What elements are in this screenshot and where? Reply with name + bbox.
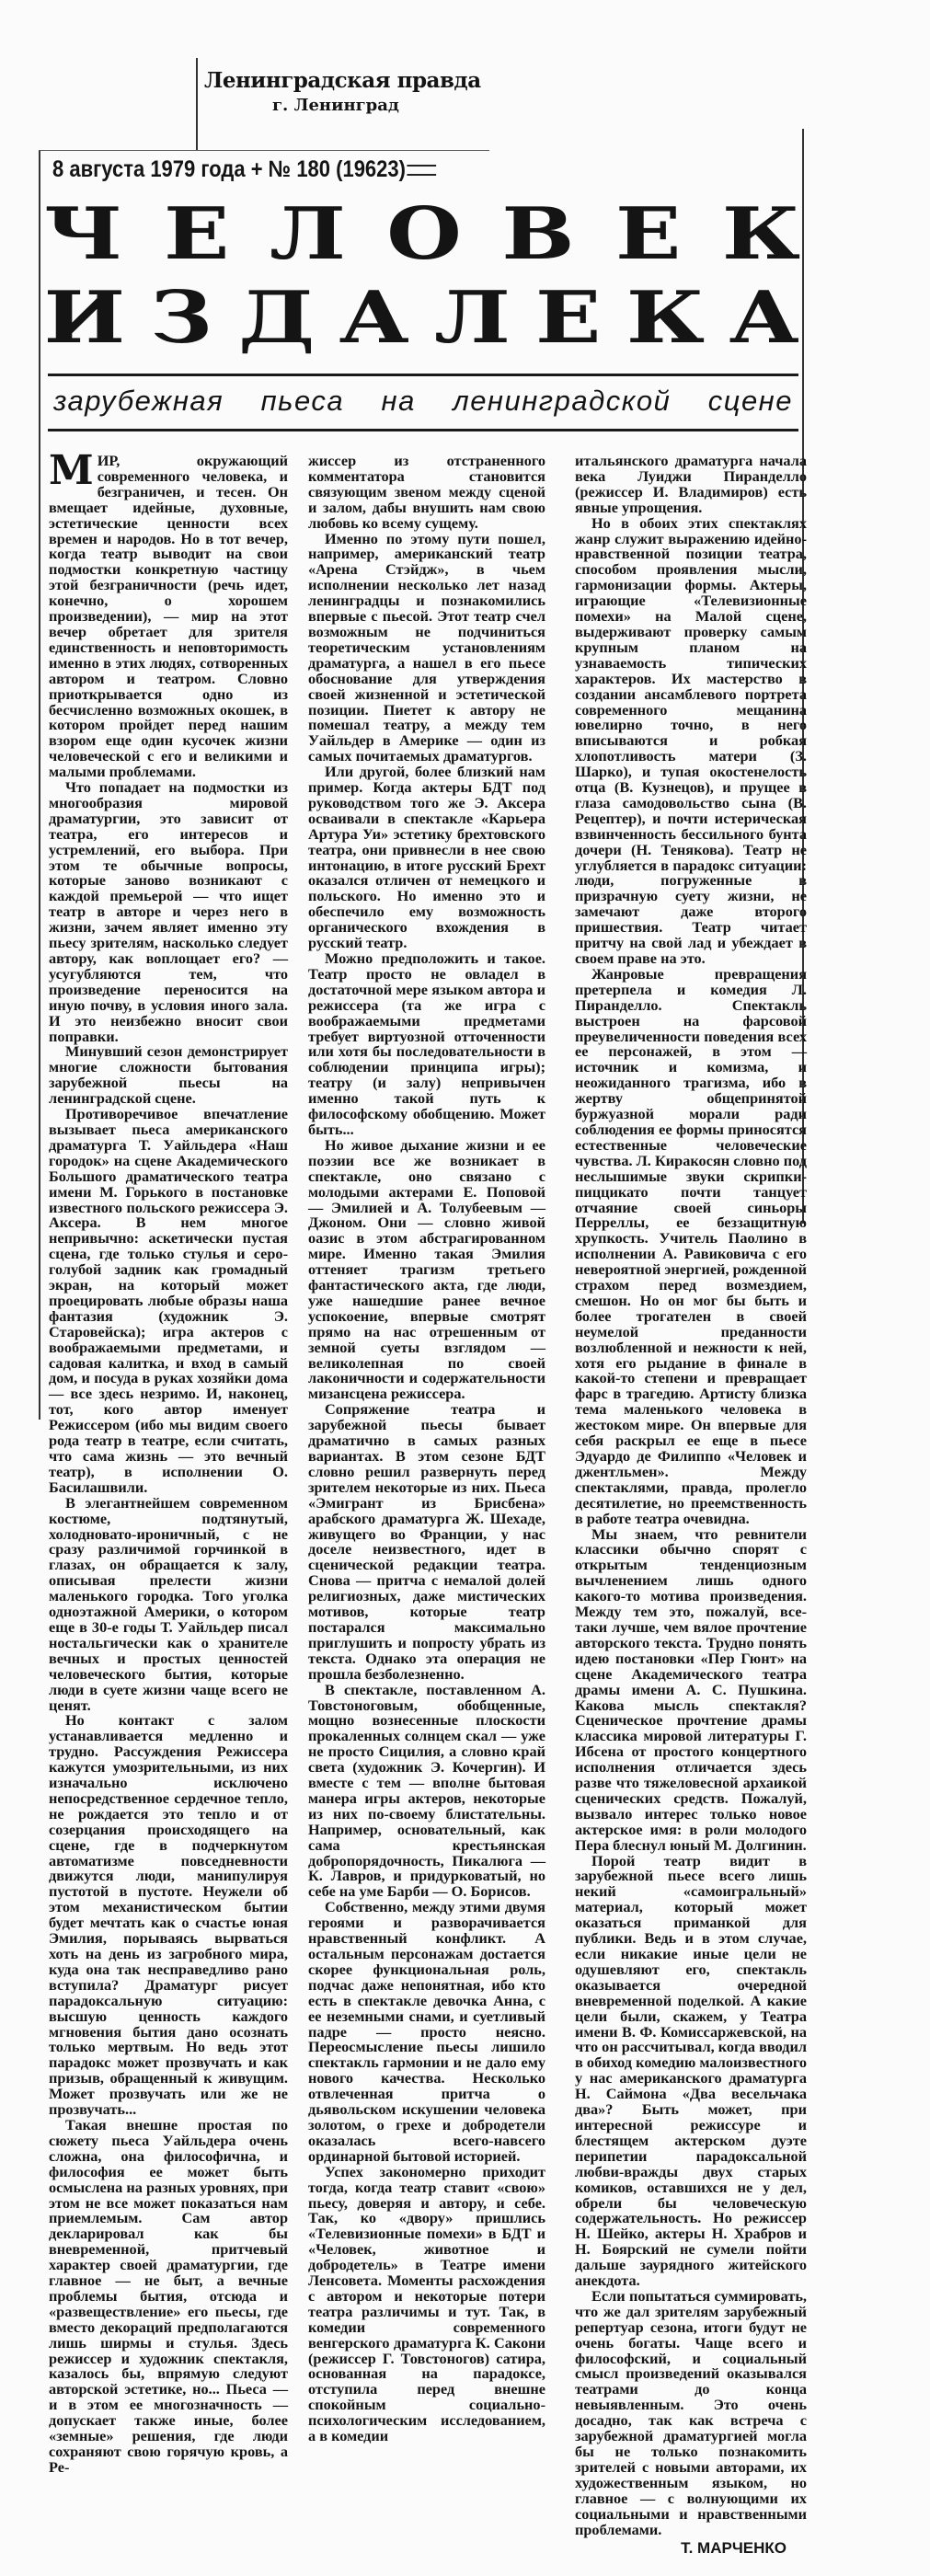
article-paragraph: итальянского драматурга начала века Луиджи Пиранделло (режиссер И. Владимиров) есть явные упрощения. (575, 452, 807, 516)
article-paragraph: Успех закономерно приходит тогда, когда театр ставит «свою» пьесу, доверяя и автору, и себе. Так, ко «двору» пришлись «Телевизионные помехи» в БДТ и «Человек, животное и добродетель» в Театре имени Ленсовета. Моменты расхождения с автором и некоторые потери театра различимы и тут. Так, в комедии современного венгерского драматурга К. Сакони (режиссер Г. Товстоногов) сатира, основанная на парадоксе, отступила перед внешне спокойным социально-психологическим исследованием, а в комедии (308, 2162, 545, 2445)
article-paragraph: Можно предположить и такое. Театр просто не овладел в достаточной мере языком автора и режиссера (та же игра с воображаемыми предметами требует виртуозной отточенности или хотя бы последовательности в соблюдении принципа игры); театру (и залу) непривычен именно такой путь к философскому обобщению. Может быть... (308, 949, 545, 1138)
article-paragraph: Мы знаем, что ревнители классики обычно спорят с открытым тенденциозным вычленением лишь одного какого-то мотива произведения. Между тем это, пожалуй, все-таки лучше, чем вялое прочтение авторского текста. Трудно понять идею постановки «Пер Гюнт» на сцене Академического театра драмы имени А. С. Пушкина. Какова мысль спектакля? Сценическое прочтение драмы классика мировой литературы Г. Ибсена от простого концертного исполнения отличается здесь разве что тяжеловесной архаикой сценических средств. Пожалуй, вызвало интерес только новое актерское имя: в роли молодого Пера блеснул юный М. Долгинин. (575, 1524, 807, 1854)
article-paragraph: Но контакт с залом устанавливается медленно и трудно. Рассуждения Режиссера кажутся умозрительными, из них изначально исключено непосредственное сердечное тепло, не рождается это тепло и от созерцания происходящего на сцене, где в подчеркнутом автоматизме повседневности движутся люди, манипулируя пустотой в пустоте. Неужели об этом механистическом бытии будет мечтать как о счастье юная Эмилия, порываясь вырваться хоть на день из загробного мира, куда она так несправедливо рано вступила? Драматург рисует парадоксальную ситуацию: высшую ценность каждого мгновения бытия дано осознать только мертвым. Но ведь этот парадокс может прозвучать и как призыв, обращенный к живущим. Может прозвучать или же не прозвучать... (49, 1711, 288, 2119)
issue-number: № 180 (19623) (268, 156, 406, 182)
headline-letter: В (501, 192, 575, 276)
clipping-top-border (39, 150, 489, 151)
article-column-1 (49, 447, 288, 2476)
article-paragraph: Противоречивое впечатление вызывает пьеса американского драматурга Т. Уайльдера «Наш городок» на сцене Академического Большого драматического театра имени М. Горького в постановке известного польского режиссера Э. Аксера. В нем многое непривычно: аскетически пустая сцена, где только стулья и серо-голубой задник как громадный экран, на который может проецировать любые образы наша фантазия (художник Э. Старовейска); игра актеров с воображаемыми предметами, и садовая калитка, и вход в самый дом, и посуда в руках хозяйки дома — все здесь незримо. И, наконец, тот, кого автор именует Режиссером (ибо мы видим своего рода театр в театре, если считать, что сама жизнь — это вечный театр), в исполнении О. Басилашвили. (49, 1105, 288, 1496)
article-paragraph: жиссер из отстраненного комментатора становится связующим звеном между сценой и залом, дабы внушить нам свою любовь ко всему сущему. (308, 452, 545, 532)
headline-letter: И (43, 276, 126, 360)
masthead-frame-line (196, 58, 198, 150)
article-paragraph: Что попадает на подмостки из многообразия мировой драматургии, это зависит от театра, его интересов и устремлений, его выбора. При этом те обычные вопросы, которые заново возникают с каждой премьерой — что ищет театр в авторе и через него в жизни, зачем являет именно эту пьесу зрителям, насколько следует автору, как воплощает его? — усугубляются тем, что произведение переносится на иную почву, в условия иного зала. И это неизбежно вносит свои поправки. (49, 778, 288, 1045)
headline-letter: З (150, 276, 212, 360)
headline-letter: Л (270, 192, 347, 276)
paragraph-text: ИР, окружающий современного человека, и безграничен, и тесен. Он вмещает идейные, духовные, эстетические ценности всех времен и народов. Но в тот вечер, когда театр выводит на свои подмостки конкретную частицу этой безграничности (речь идет, конечно, о хорошем произведении), — мир на этот вечер обретает для зрителя единственность и неповторимость именно в этих людях, сотворенных автором и театром. Словно приоткрывается одно из бесчисленно возможных окошек, в котором пройдет перед нашим взором еще один кусочек жизни человеческой с его и великими и малыми проблемами. (49, 452, 288, 781)
dateline-separator: + (250, 156, 263, 182)
newspaper-city: г. Ленинград (272, 96, 399, 115)
headline-letter: К (626, 276, 706, 360)
headline-letter: Ч (43, 192, 123, 276)
headline-letter: А (339, 276, 410, 360)
article-paragraph: Жанровые превращения претерпела и комедия Л. Пиранделло. Спектакль выстроен на фарсовой преувеличенности поведения всех ее персонажей, в этом — источник и комизма, и неожиданного трагизма, ибо в жертву общепринятой буржуазной морали ради соблюдения ее формы приносятся естественные человеческие чувства. Л. Киракосян словно под неслышимые звуки скрипки-пиццикато почти танцует отчаяние своей синьоры Перреллы, ее беззащитную хрупкость. Учитель Паолино в исполнении А. Равиковича с его невероятной энергией, рожденной страхом перед возмездием, смешон. Но он мог бы быть и более трогателен в своей неумелой преданности возлюбленной и нежности к ней, хотя его рыдание в финале в какой-то степени и превращает фарс в трагедию. Артисту близка тема маленького человека в жестоком мире. Он впервые для себя раскрыл ее еще в пьесе Эдуардо де Филиппо «Человек и джентльмен». Между спектаклями, правда, пролегло десятилетие, но преемственность в работе театра очевидна. (575, 964, 807, 1527)
headline-letter: О (385, 192, 462, 276)
article-paragraph: Но живое дыхание жизни и ее поэзии все же возникает в спектакле, оно связано с молодыми актерами Е. Поповой — Эмилией и А. Толубеевым — Джоном. Они — словно живой оазис в этом абстрагированном мире. Именно такая Эмилия оттеняет трагизм третьего фантастического акта, где люди, уже нашедшие ранее вечное успокоение, впервые смотрят прямо на нас отрешенным от земной суеты взглядом — великолепная по своей лаконичности и содержательности мизансцена режиссера. (308, 1135, 545, 1403)
newspaper-name: Ленинградская правда (204, 68, 481, 93)
article-paragraph (49, 447, 288, 781)
article-paragraph: Порой театр видит в зарубежной пьесе всего лишь некий «самоигральный» материал, который может оказаться приманкой для публики. Ведь и в этом случае, если никакие иные цели не одушевляют его, спектакль оказывается очередной вневременной поделкой. А какие цели были, скажем, у Театра имени В. Ф. Комиссаржевской, на что он рассчитывал, когда вводил в обиход комедию малоизвестного у нас американского драматурга Н. Саймона «Два весельчака два»? Быть может, при интересной режиссуре и блестящем актерском дуэте перипетии парадоксальной любви-вражды двух старых комиков, оставшихся не у дел, обрели бы человеческую содержательность. Но режиссер Н. Шейко, актеры Н. Храбров и Н. Боярский не сумели пойти дальше заурядного житейского анекдота. (575, 1851, 807, 2290)
headline-letter: Д (237, 276, 315, 360)
headline-letter: Е (535, 276, 602, 360)
headline-letter: Е (163, 192, 229, 276)
article-column-2 (308, 454, 545, 2444)
headline-rule-top (48, 374, 798, 376)
headline-letter: Л (434, 276, 511, 360)
drop-cap: М (49, 447, 94, 494)
headline-line-2 (43, 276, 800, 360)
headline-letter: Е (615, 192, 682, 276)
subtitle: зарубежная пьеса на ленинградской сцене (53, 385, 793, 417)
headline-line-1 (43, 192, 801, 276)
article-column-3 (575, 454, 807, 2557)
rule-ornament (408, 165, 437, 176)
article-paragraph: Такая внешне простая по сюжету пьеса Уайльдера очень сложна, она философична, и философия ее может быть осмыслена на разных уровнях, при этом не все может показаться нам приемлемым. Сам автор декларировал как бы вневременной, притчевый характер своей драматургии, где главное — не быт, а вечные проблемы бытия, отсюда и «развеществление» его пьесы, где вместо декораций предполагаются лишь ширмы и стулья. Здесь режиссер и художник спектакля, казалось бы, впрямую следуют авторской эстетике, но... Пьеса — и в этом ее многозначность — допускает также иные, более «земные» решения, где люди сохраняют свою горячую кровь, а Ре- (49, 2115, 288, 2476)
article-paragraph: Сопряжение театра и зарубежной пьесы бывает драматично в самых разных вариантах. В этом сезоне БДТ словно решил развернуть перед зрителем некоторые из них. Пьеса «Эмигрант из Брисбена» арабского драматурга Ж. Шехаде, живущего во Франции, у нас доселе неизвестного, идет в сценической редакции театра. Снова — притча с немалой долей религиозных, даже мистических мотивов, которые театр постарался максимально приглушить и попросту убрать из текста. Однако эта операция не прошла безболезненно. (308, 1400, 545, 1683)
article-paragraph: Минувший сезон демонстрирует многие сложности бытования зарубежной пьесы на ленинградской сцене. (49, 1042, 288, 1108)
article-paragraph: Но в обоих этих спектаклях жанр служит выражению идейно-нравственной позиции театра, способом проявления мысли, гармонизации формы. Актеры, играющие «Телевизионные помехи» на Малой сцене, выдерживают проверку самым крупным планом на узнаваемость типических характеров. Их мастерство в создании ансамблевого портрета современного мещанина ювелирно точно, в него вписываются и робкая хлопотливость матери (З. Шарко), и тупая окостенелость отца (В. Кузнецов), и прущее в глаза самодовольство сына (В. Рецептер), и почти истерическая взвинченность бессильного бунта дочери (Н. Тенякова). Театр не углубляется в парадокс ситуации: люди, погруженные в призрачную суету жизни, не замечают даже второго пришествия. Театр читает притчу на свой лад и убеждает в своем праве на это. (575, 513, 807, 967)
article-paragraph: Собственно, между этими двумя героями и разворачивается нравственный конфликт. А остальным персонажам достается скорее функциональная роль, подчас даже непонятная, ибо кто есть в спектакле девочка Анна, с ее неземными снами, и суетливый падре — просто неясно. Переосмысление пьесы лишило спектакль гармонии и не дало ему нового качества. Несколько отвлеченная притча о дьявольском искушении человека золотом, о грехе и добродетели оказалась всего-навсего ординарной бытовой историей. (308, 1898, 545, 2165)
dateline (52, 156, 436, 183)
article-paragraph: Именно по этому пути пошел, например, американский театр «Арена Стэйдж», в чьем исполнении несколько лет назад ленинградцы и познакомились впервые с пьесой. Этот театр счел возможным не подчиниться теоретическим установлениям драматурга, а нашел в его пьесе обоснование для утверждения своей жизненной и эстетической позиции. Пиетет к автору не помешал театру, а между тем Уайльдер в Америке — один из самых почитаемых драматургов. (308, 529, 545, 765)
article-paragraph: Или другой, более близкий нам пример. Когда актеры БДТ под руководством того же Э. Аксера осваивали в спектакле «Карьера Артура Уи» эстетику брехтовского театра, они привнесли в нее свою интонацию, в итоге русский Брехт оказался отличен от немецкого и польского. Но именно это и обеспечило ему возможность органического вхождения в русский театр. (308, 763, 545, 952)
author-signature: Т. МАРЧЕНКО (681, 2539, 786, 2558)
article-paragraph: В элегантнейшем современном костюме, подтянутый, холодновато-ироничный, с не сразу различимой горчинкой в глазах, он обращается к залу, описывая прелести жизни маленького городка. Того уголка одноэтажной Америки, о котором еще в 30-е годы Т. Уайльдер писал ностальгически как о хранителе вечных и простых ценностей человеческого бытия, которые люди в суете жизни чаще всего не ценят. (49, 1493, 288, 1714)
issue-date: 8 августа 1979 года (52, 156, 246, 182)
headline-letter: К (721, 192, 801, 276)
article-paragraph: В спектакле, поставленном А. Товстоноговым, обобщенные, мощно вознесенные плоскости прокаленных солнцем скал — уже не просто Сицилия, а словно край света (художник Э. Кочергин). И вместе с тем — вполне бытовая манера игры актеров, некоторые из них по-своему блистательны. Например, основательный, как сама крестьянская добропорядочность, Пикалюга — К. Лавров, и придурковатый, но себе на уме Барби — О. Борисов. (308, 1680, 545, 1901)
clipping-left-border (39, 150, 40, 1420)
article-paragraph: Если попытаться суммировать, что же дал зрителям зарубежный репертуар сезона, итоги будут не очень богаты. Чаще всего и философский, и социальный смысл произведений оказывался театрами до конца невыявленным. Это очень досадно, так как встреча с зарубежной драматургией могла бы не только познакомить зрителей с новыми авторами, их художественным языком, но главное — с волнующими их социальными и нравственными проблемами. (575, 2286, 807, 2538)
headline-letter: А (729, 276, 800, 360)
headline-rule-bottom (48, 429, 798, 431)
